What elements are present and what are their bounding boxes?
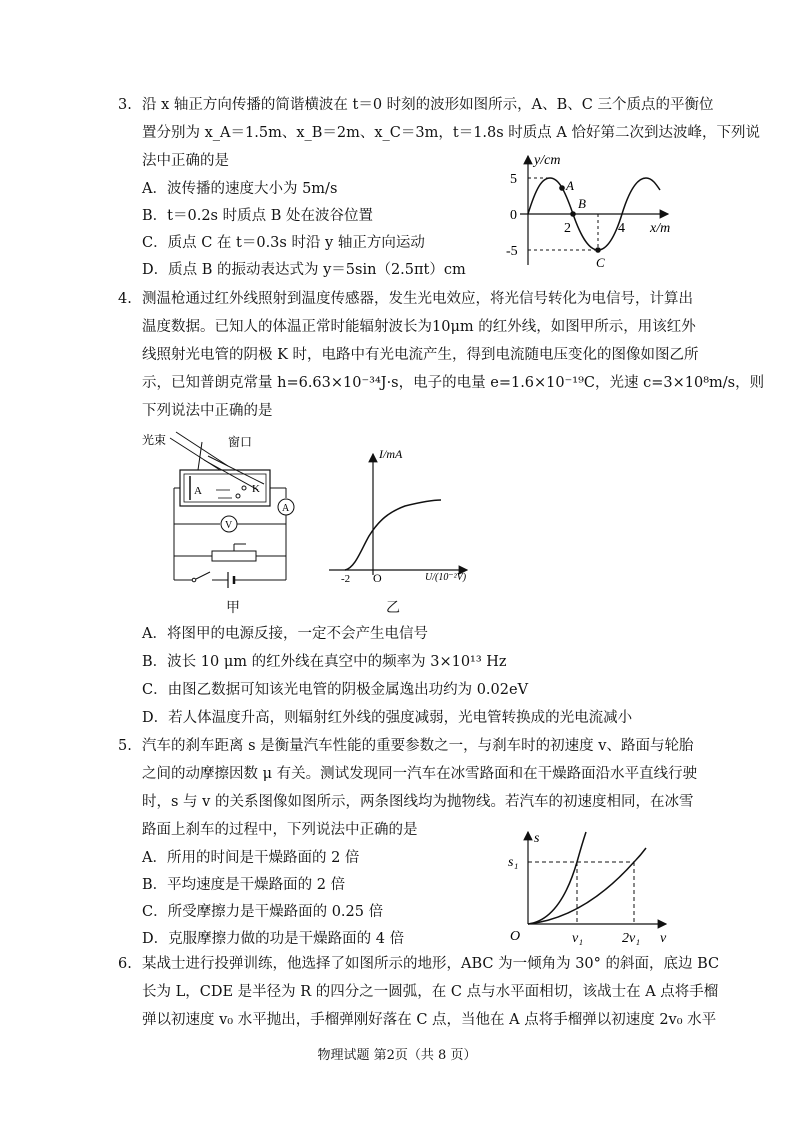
q3-stem-line-3: 法中正确的是 xyxy=(142,153,229,169)
q4-iu-curve xyxy=(345,500,441,570)
q5-stem-line-3: 时，s 与 v 的关系图像如图所示，两条图线均为抛物线。若汽车的初速度相同，在冰雪 xyxy=(142,794,694,810)
q6-stem-line-1: 某战士进行投弹训练，他选择了如图所示的地形，ABC 为一倾角为 30° 的斜面，底边 BC xyxy=(142,956,720,972)
q4-light-label: 光束 xyxy=(142,433,167,447)
q4-number: 4. xyxy=(118,291,132,307)
q4-option-a: A．将图甲的电源反接，一定不会产生电信号 xyxy=(142,626,428,642)
q4-stem-line-3: 线照射光电管的阴极 K 时，电路中有光电流产生，得到电流随电压变化的图像如图乙所 xyxy=(142,347,699,363)
q3-label-a: A xyxy=(566,178,574,193)
q4-iu-graph xyxy=(325,440,475,590)
q4-x-tick-neg2: -2 xyxy=(341,573,351,585)
q5-stem-line-1: 汽车的刹车距离 s 是衡量汽车性能的重要参数之一，与刹车时的初速度 v、路面与轮胎 xyxy=(142,738,694,754)
q5-option-b: B．平均速度是干燥路面的 2 倍 xyxy=(142,877,346,893)
q5-s-label: s xyxy=(534,831,540,846)
q6-stem-line-2: 长为 L，CDE 是半径为 R 的四分之一圆弧，在 C 点与水平面相切，该战士在 A 点将手榴 xyxy=(142,984,719,1000)
q3-point-a xyxy=(559,185,565,191)
q4-stem-line-1: 测温枪通过红外线照射到温度传感器，发生光电效应，将光信号转化为电信号，计算出 xyxy=(142,291,693,307)
q4-stem-line-5: 下列说法中正确的是 xyxy=(142,403,273,419)
page-footer: 物理试题 第2页（共 8 页） xyxy=(317,1048,477,1063)
q3-point-b xyxy=(570,211,576,217)
q3-y-label: y/cm xyxy=(534,153,561,168)
q4-caption-yi: 乙 xyxy=(386,600,400,616)
q5-2v1-label: 2v₁ xyxy=(622,931,641,946)
q4-cathode-label: K xyxy=(252,483,260,495)
q6-number: 6. xyxy=(118,956,132,972)
q4-stem-line-2: 温度数据。已知人的体温正常时能辐射波长为10μm 的红外线，如图甲所示，用该红外 xyxy=(142,319,696,335)
q5-option-c: C．所受摩擦力是干燥路面的 0.25 倍 xyxy=(142,904,384,920)
q3-y-tick-5: 5 xyxy=(510,172,517,187)
q4-option-c: C．由图乙数据可知该光电管的阴极金属逸出功约为 0.02eV xyxy=(142,682,529,698)
q3-option-d: D．质点 B 的振动表达式为 y＝5sin（2.5πt）cm xyxy=(142,262,466,278)
q3-x-tick-2: 2 xyxy=(564,221,571,236)
q4-caption-jia: 甲 xyxy=(226,600,240,616)
q3-option-b: B．t＝0.2s 时质点 B 处在波谷位置 xyxy=(142,208,373,224)
q3-y-tick-0: 0 xyxy=(510,208,517,223)
q3-stem-line-2: 置分别为 x_A＝1.5m、x_B＝2m、x_C＝3m，t＝1.8s 时质点 A 恰好第二次到达波峰，下列说 xyxy=(142,125,760,141)
q4-anode-label: A xyxy=(194,485,202,497)
q3-x-tick-4: 4 xyxy=(618,221,625,236)
q3-y-tick-neg5: -5 xyxy=(506,244,518,259)
q4-i-label: I/mA xyxy=(379,447,403,461)
q3-option-a: A．波传播的速度大小为 5m/s xyxy=(142,181,338,197)
q5-stem-line-2: 之间的动摩擦因数 μ 有关。测试发现同一汽车在冰雪路面和在干燥路面沿水平直线行驶 xyxy=(142,766,698,782)
q4-origin-label: O xyxy=(373,571,382,585)
q4-window-label: 窗口 xyxy=(228,435,253,449)
q4-voltmeter-label: V xyxy=(225,520,233,531)
q5-curve-dry xyxy=(528,848,646,924)
q4-circuit-figure xyxy=(140,428,310,598)
q4-option-d: D．若人体温度升高，则辐射红外线的强度减弱，光电管转换成的光电流减小 xyxy=(142,710,633,726)
q3-point-c xyxy=(595,247,601,253)
q4-ammeter-label: A xyxy=(282,503,290,514)
q3-number: 3. xyxy=(118,97,132,113)
q3-label-c: C xyxy=(596,255,605,270)
q5-origin-label: O xyxy=(510,929,521,944)
q4-u-label: U/(10⁻²V) xyxy=(425,572,467,583)
q6-stem-line-3: 弹以初速度 v₀ 水平抛出，手榴弹刚好落在 C 点，当他在 A 点将手榴弹以初速度 2v₀ 水平 xyxy=(142,1012,717,1028)
q3-stem-line-1: 沿 x 轴正方向传播的简谐横波在 t＝0 时刻的波形如图所示，A、B、C 三个质点的平衡位 xyxy=(142,97,714,113)
q3-option-c: C．质点 C 在 t＝0.3s 时沿 y 轴正方向运动 xyxy=(142,235,425,251)
q5-option-d: D．克服摩擦力做的功是干燥路面的 4 倍 xyxy=(142,931,405,947)
q5-option-a: A．所用的时间是干燥路面的 2 倍 xyxy=(142,850,360,866)
q3-x-label: x/m xyxy=(650,221,671,236)
q3-label-b: B xyxy=(578,196,586,211)
q4-option-b: B．波长 10 μm 的红外线在真空中的频率为 3×10¹³ Hz xyxy=(142,654,507,670)
q5-number: 5. xyxy=(118,738,132,754)
q5-v-label: v xyxy=(660,931,667,946)
q5-v1-label: v₁ xyxy=(572,931,584,946)
q5-s1-label: s₁ xyxy=(508,855,519,870)
q5-stem-line-4: 路面上刹车的过程中，下列说法中正确的是 xyxy=(142,822,418,838)
q3-wave-figure xyxy=(500,150,680,275)
q5-sv-graph xyxy=(500,828,675,948)
q4-stem-line-4: 示，已知普朗克常量 h=6.63×10⁻³⁴J·s，电子的电量 e=1.6×10⁻¹⁹C，光速 c=3×10⁸m/s，则 xyxy=(142,375,765,391)
